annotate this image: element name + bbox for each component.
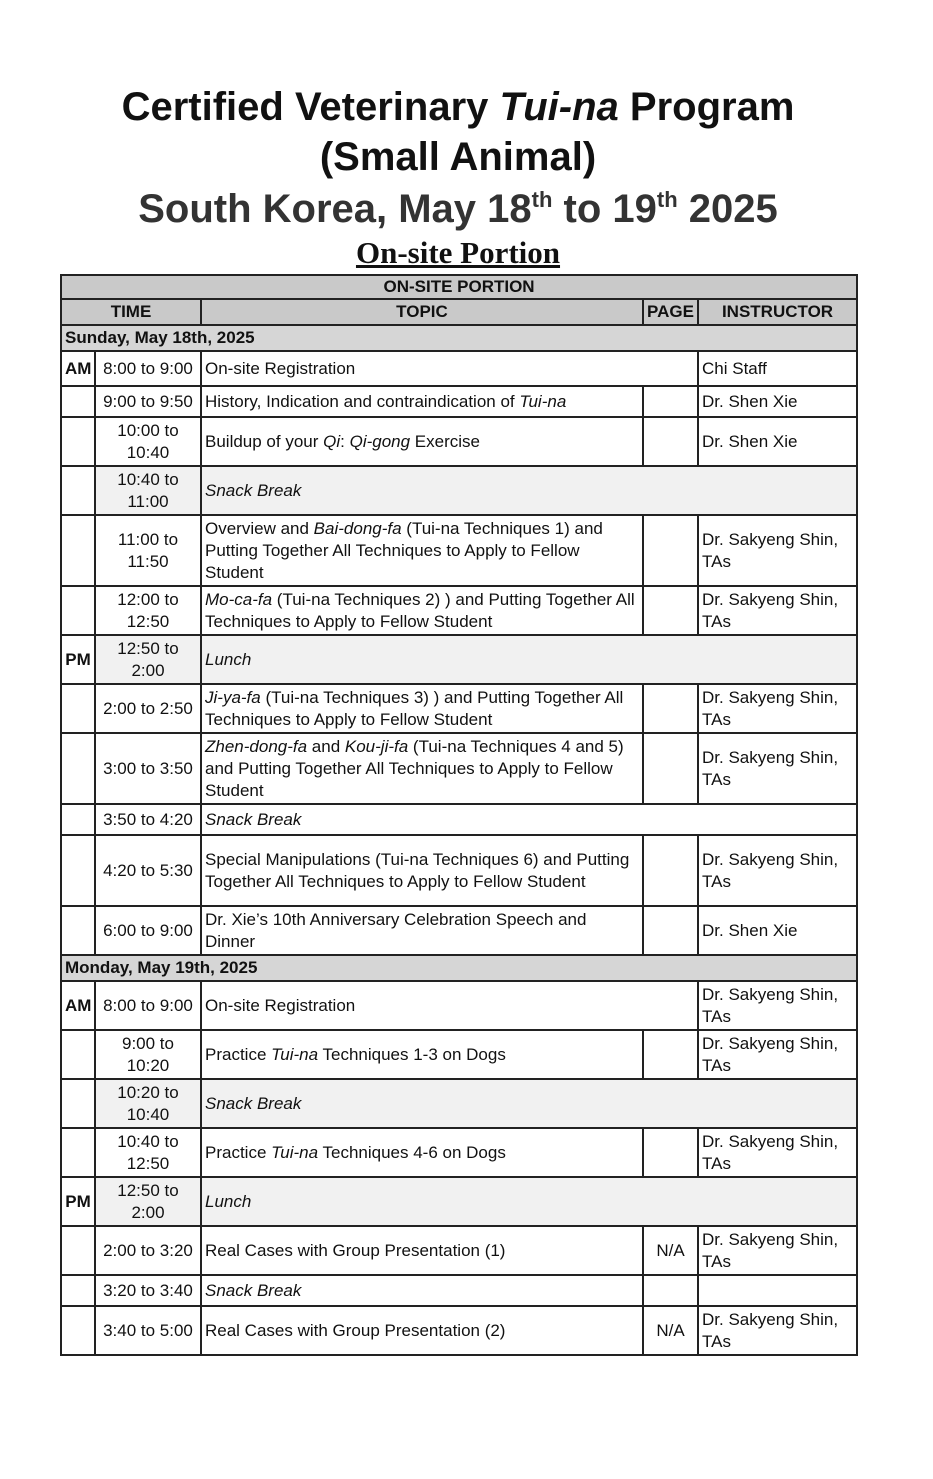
topic-cell: Special Manipulations (Tui-na Techniques 6) and Putting Together All Techniques to Apply to Fellow Student — [201, 835, 643, 906]
topic-cell — [201, 1030, 643, 1079]
topic-text: and — [307, 736, 345, 756]
topic-cell — [201, 417, 643, 466]
period-label: AM — [61, 981, 95, 1030]
topic-cell — [201, 586, 643, 635]
topic-italic: Zhen-dong-fa — [205, 736, 308, 756]
topic-italic: Qi-gong — [349, 431, 411, 451]
table-row — [61, 906, 857, 955]
period-cell — [61, 684, 95, 733]
topic-text: (Tui-na Techniques 2) ) and Putting Together All Techniques to Apply to Fellow Student — [205, 589, 635, 631]
time-cell: 9:00 to 9:50 — [95, 386, 201, 417]
time-cell: 6:00 to 9:00 — [95, 906, 201, 955]
table-row — [61, 1306, 857, 1355]
period-label: PM — [61, 635, 95, 684]
instructor-cell: Dr. Shen Xie — [698, 906, 857, 955]
table-row — [61, 1030, 857, 1079]
period-label: PM — [61, 1177, 95, 1226]
topic-text: (Tui-na Techniques 3) ) and Putting Together All Techniques to Apply to Fellow Student — [205, 687, 624, 729]
dates-year: 2025 — [677, 187, 778, 231]
instructor-cell: Dr. Shen Xie — [698, 386, 857, 417]
table-row — [61, 1079, 857, 1128]
topic-italic: Qi — [323, 431, 341, 451]
period-cell — [61, 1275, 95, 1306]
topic-cell — [201, 684, 643, 733]
topic-cell: Dr. Xie’s 10th Anniversary Celebration Speech and Dinner — [201, 906, 643, 955]
page-cell — [643, 1128, 698, 1177]
title-italic: Tui-na — [499, 85, 619, 129]
program-title — [0, 82, 916, 132]
table-row — [61, 635, 857, 684]
time-cell: 12:50 to 2:00 — [95, 1177, 201, 1226]
table-row — [61, 515, 857, 586]
topic-text: Practice — [205, 1044, 272, 1064]
topic-italic: Snack Break — [205, 809, 302, 829]
topic-text: Overview and — [205, 518, 314, 538]
period-cell — [61, 1306, 95, 1355]
topic-text: Techniques 1-3 on Dogs — [318, 1044, 506, 1064]
page-cell — [643, 906, 698, 955]
topic-italic: Lunch — [205, 649, 252, 669]
time-cell: 2:00 to 2:50 — [95, 684, 201, 733]
table-row — [61, 804, 857, 835]
topic-text: Techniques 4-6 on Dogs — [318, 1142, 506, 1162]
table-row — [61, 733, 857, 804]
table-row — [61, 684, 857, 733]
period-cell — [61, 1226, 95, 1275]
day-row-monday — [61, 955, 857, 981]
page-cell — [643, 733, 698, 804]
topic-text: Practice — [205, 1142, 272, 1162]
col-header-time: TIME — [61, 299, 201, 325]
instructor-cell: Dr. Sakyeng Shin, TAs — [698, 835, 857, 906]
instructor-cell: Dr. Sakyeng Shin, TAs — [698, 1030, 857, 1079]
day-label: Sunday, May 18th, 2025 — [61, 325, 857, 351]
time-cell: 10:20 to 10:40 — [95, 1079, 201, 1128]
topic-cell — [201, 1177, 857, 1226]
instructor-cell: Dr. Sakyeng Shin, TAs — [698, 586, 857, 635]
table-row — [61, 417, 857, 466]
time-cell: 10:40 to 11:00 — [95, 466, 201, 515]
topic-italic: Bai-dong-fa — [313, 518, 402, 538]
period-cell — [61, 515, 95, 586]
topic-italic: Tui-na — [271, 1044, 319, 1064]
dates-sup1: th — [531, 187, 553, 212]
title-prefix: Certified Veterinary — [121, 85, 500, 129]
table-row — [61, 1128, 857, 1177]
period-cell — [61, 1128, 95, 1177]
topic-italic: Ji-ya-fa — [205, 687, 261, 707]
instructor-cell — [698, 1275, 857, 1306]
page-cell — [643, 835, 698, 906]
time-cell: 10:00 to 10:40 — [95, 417, 201, 466]
time-cell: 11:00 to 11:50 — [95, 515, 201, 586]
topic-text: : — [340, 431, 350, 451]
topic-cell — [201, 386, 643, 417]
table-row — [61, 1226, 857, 1275]
table-header-row — [61, 299, 857, 325]
topic-italic: Tui-na — [271, 1142, 319, 1162]
location-dates — [0, 184, 916, 234]
period-cell — [61, 835, 95, 906]
time-cell: 9:00 to 10:20 — [95, 1030, 201, 1079]
topic-text: (Tui-na Techniques 4 and 5) and Putting Together All Techniques to Apply to Fellow Student — [205, 736, 624, 800]
dates-mid: to 19 — [552, 187, 657, 231]
topic-italic: Lunch — [205, 1191, 252, 1211]
day-row-sunday — [61, 325, 857, 351]
table-row — [61, 835, 857, 906]
topic-text: History, Indication and contraindication of — [205, 391, 520, 411]
program-subtitle: (Small Animal) — [319, 135, 597, 179]
period-cell — [61, 386, 95, 417]
period-cell — [61, 1030, 95, 1079]
time-cell: 3:50 to 4:20 — [95, 804, 201, 835]
period-cell — [61, 906, 95, 955]
table-row — [61, 981, 857, 1030]
topic-cell: Real Cases with Group Presentation (2) — [201, 1306, 643, 1355]
time-cell: 12:50 to 2:00 — [95, 635, 201, 684]
topic-italic: Tui-na — [519, 391, 567, 411]
col-header-topic: TOPIC — [201, 299, 643, 325]
page-cell — [643, 386, 698, 417]
schedule-table — [60, 274, 858, 1356]
topic-italic: Snack Break — [205, 1093, 302, 1113]
col-header-instructor: INSTRUCTOR — [698, 299, 857, 325]
topic-cell — [201, 466, 857, 515]
title-block — [0, 82, 916, 270]
topic-italic: Snack Break — [205, 1280, 302, 1300]
time-cell: 3:00 to 3:50 — [95, 733, 201, 804]
page-cell — [643, 515, 698, 586]
period-cell — [61, 586, 95, 635]
instructor-cell: Dr. Sakyeng Shin, TAs — [698, 1226, 857, 1275]
page-cell — [643, 417, 698, 466]
table-row — [61, 466, 857, 515]
time-cell: 2:00 to 3:20 — [95, 1226, 201, 1275]
table-row — [61, 386, 857, 417]
instructor-cell: Dr. Sakyeng Shin, TAs — [698, 981, 857, 1030]
topic-cell: Real Cases with Group Presentation (1) — [201, 1226, 643, 1275]
period-cell — [61, 417, 95, 466]
section-heading: On-site Portion — [355, 235, 561, 270]
page-cell — [643, 586, 698, 635]
time-cell: 3:40 to 5:00 — [95, 1306, 201, 1355]
dates-sup2: th — [656, 187, 678, 212]
time-cell: 8:00 to 9:00 — [95, 981, 201, 1030]
time-cell: 12:00 to 12:50 — [95, 586, 201, 635]
topic-cell: On-site Registration — [201, 351, 698, 386]
period-cell — [61, 466, 95, 515]
day-label: Monday, May 19th, 2025 — [61, 955, 857, 981]
topic-italic: Kou-ji-fa — [344, 736, 409, 756]
period-label: AM — [61, 351, 95, 386]
time-cell: 3:20 to 3:40 — [95, 1275, 201, 1306]
topic-cell: On-site Registration — [201, 981, 698, 1030]
instructor-cell: Dr. Sakyeng Shin, TAs — [698, 733, 857, 804]
page-cell: N/A — [643, 1306, 698, 1355]
topic-cell — [201, 1128, 643, 1177]
topic-text: (Tui-na Techniques 1) and Putting Together All Techniques to Apply to Fellow Student — [205, 518, 603, 582]
time-cell: 10:40 to 12:50 — [95, 1128, 201, 1177]
topic-italic: Snack Break — [205, 480, 302, 500]
page-cell — [643, 1030, 698, 1079]
table-row — [61, 351, 857, 386]
topic-cell — [201, 635, 857, 684]
instructor-cell: Dr. Sakyeng Shin, TAs — [698, 515, 857, 586]
instructor-cell: Dr. Sakyeng Shin, TAs — [698, 684, 857, 733]
instructor-cell: Dr. Sakyeng Shin, TAs — [698, 1306, 857, 1355]
table-row — [61, 1177, 857, 1226]
topic-cell — [201, 515, 643, 586]
time-cell: 8:00 to 9:00 — [95, 351, 201, 386]
topic-text: Exercise — [410, 431, 480, 451]
topic-cell — [201, 1275, 643, 1306]
col-header-page: PAGE — [643, 299, 698, 325]
instructor-cell: Dr. Sakyeng Shin, TAs — [698, 1128, 857, 1177]
period-cell — [61, 733, 95, 804]
table-row — [61, 1275, 857, 1306]
time-cell: 4:20 to 5:30 — [95, 835, 201, 906]
title-suffix: Program — [618, 85, 795, 129]
topic-text: Buildup of your — [205, 431, 324, 451]
period-cell — [61, 1079, 95, 1128]
dates-start: South Korea, May 18 — [138, 187, 532, 231]
table-banner-row — [61, 275, 857, 299]
table-row — [61, 586, 857, 635]
page-cell — [643, 684, 698, 733]
instructor-cell: Dr. Shen Xie — [698, 417, 857, 466]
topic-cell — [201, 1079, 857, 1128]
page-cell — [643, 1275, 698, 1306]
period-cell — [61, 804, 95, 835]
topic-italic: Mo-ca-fa — [205, 589, 273, 609]
topic-cell — [201, 804, 857, 835]
table-banner: ON-SITE PORTION — [61, 275, 857, 299]
topic-cell — [201, 733, 643, 804]
instructor-cell: Chi Staff — [698, 351, 857, 386]
page-cell: N/A — [643, 1226, 698, 1275]
